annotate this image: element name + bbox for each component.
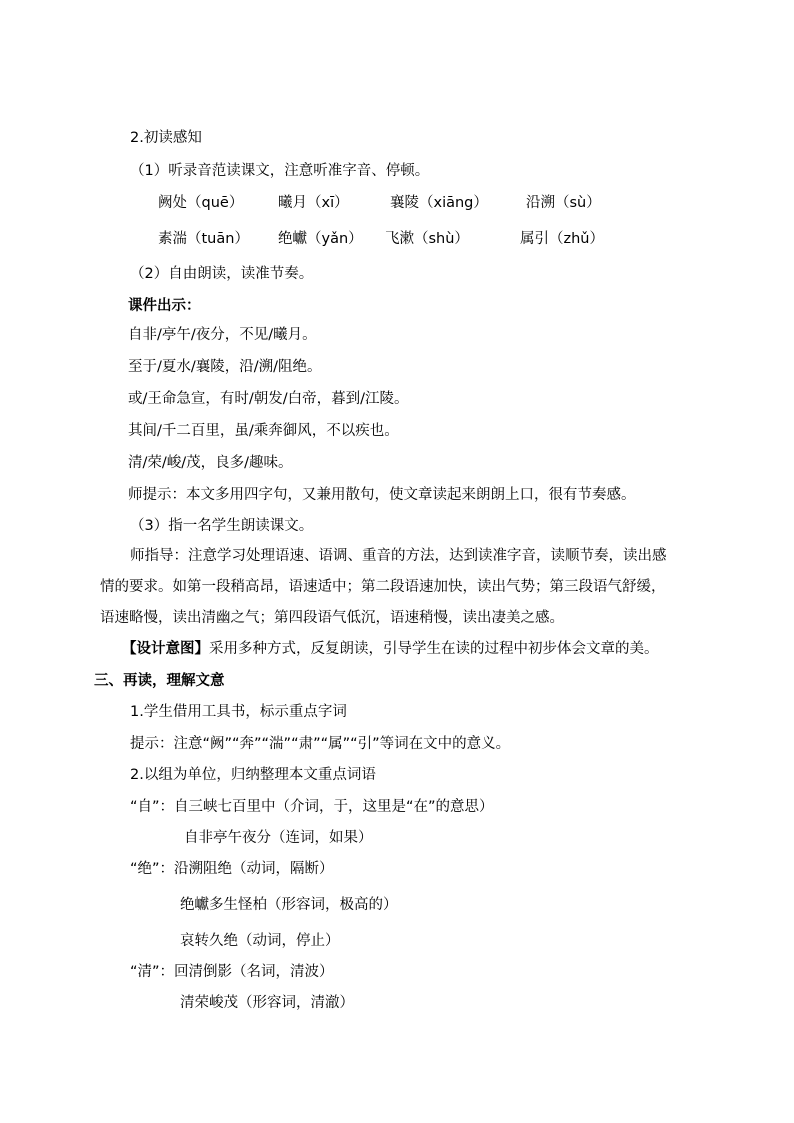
design-intent-text: 采用多种方式，反复朗读，引导学生在读的过程中初步体会文章的美。 — [209, 641, 659, 657]
pronunciation-item: 襄陵（xiāng） — [390, 195, 488, 211]
pronunciation-item: 阙处（quē） — [158, 195, 244, 211]
rhythm-line: 自非/亭午/夜分，不见/曦月。 — [128, 327, 317, 343]
word-entry-example: 绝巘多生怪柏（形容词，极高的） — [180, 897, 398, 913]
pronunciation-item: 曦月（xī） — [278, 195, 349, 211]
design-intent-label: 【设计意图】 — [122, 641, 209, 657]
word-entry-example: 哀转久绝（动词，停止） — [180, 933, 340, 949]
pronunciation-item: 沿溯（sù） — [526, 195, 601, 211]
courseware-label: 课件出示： — [128, 298, 201, 314]
teacher-hint: 师提示：本文多用四字句，又兼用散句，使文章读起来朗朗上口，很有节奏感。 — [128, 487, 636, 503]
step-1-text: （1）听录音范读课文，注意听准字音、停顿。 — [130, 163, 430, 179]
pronunciation-item: 素湍（tuān） — [158, 231, 249, 247]
guidance-line: 情的要求。如第一段稍高昂，语速适中；第二段语速加快，读出气势；第三段语气舒缓， — [100, 579, 666, 595]
hint-text: 提示：注意“阙”“奔”“湍”“肃”“属”“引”等词在文中的意义。 — [130, 736, 511, 752]
word-entry-head: “绝”：沿溯阻绝（动词，隔断） — [130, 861, 334, 877]
guidance-line: 语速略慢，读出清幽之气；第四段语气低沉，语速稍慢，读出凄美之感。 — [100, 610, 564, 626]
step-3-text: （3）指一名学生朗读课文。 — [130, 518, 314, 534]
rhythm-line: 至于/夏水/襄陵，沿/溯/阻绝。 — [128, 359, 322, 375]
item-1-text: 1.学生借用工具书，标示重点字词 — [130, 704, 347, 720]
step-2-text: （2）自由朗读，读准节奏。 — [130, 266, 314, 282]
word-entry-head: “清”：回清倒影（名词，清波） — [130, 964, 334, 980]
word-entry-head: “自”：自三峡七百里中（介词，于，这里是“在”的意思） — [130, 799, 494, 815]
item-2-text: 2.以组为单位，归纳整理本文重点词语 — [130, 767, 376, 783]
word-entry-example: 清荣峻茂（形容词，清澈） — [180, 995, 354, 1011]
section-2-heading: 2.初读感知 — [130, 130, 202, 146]
rhythm-line: 其间/千二百里，虽/乘奔御风，不以疾也。 — [128, 423, 399, 439]
pronunciation-item: 绝巘（yǎn） — [278, 231, 363, 247]
pronunciation-item: 飞漱（shù） — [385, 231, 469, 247]
rhythm-line: 或/王命急宣，有时/朝发/白帝，暮到/江陵。 — [128, 391, 409, 407]
design-intent — [122, 639, 659, 659]
section-3-heading: 三、再读，理解文意 — [94, 673, 225, 689]
guidance-line: 师指导：注意学习处理语速、语调、重音的方法，达到读准字音，读顺节奏，读出感 — [130, 548, 667, 564]
pronunciation-item: 属引（zhǔ） — [520, 231, 604, 247]
word-entry-example: 自非亭午夜分（连词，如果） — [184, 830, 373, 846]
rhythm-line: 清/荣/峻/茂，良多/趣味。 — [128, 455, 293, 471]
